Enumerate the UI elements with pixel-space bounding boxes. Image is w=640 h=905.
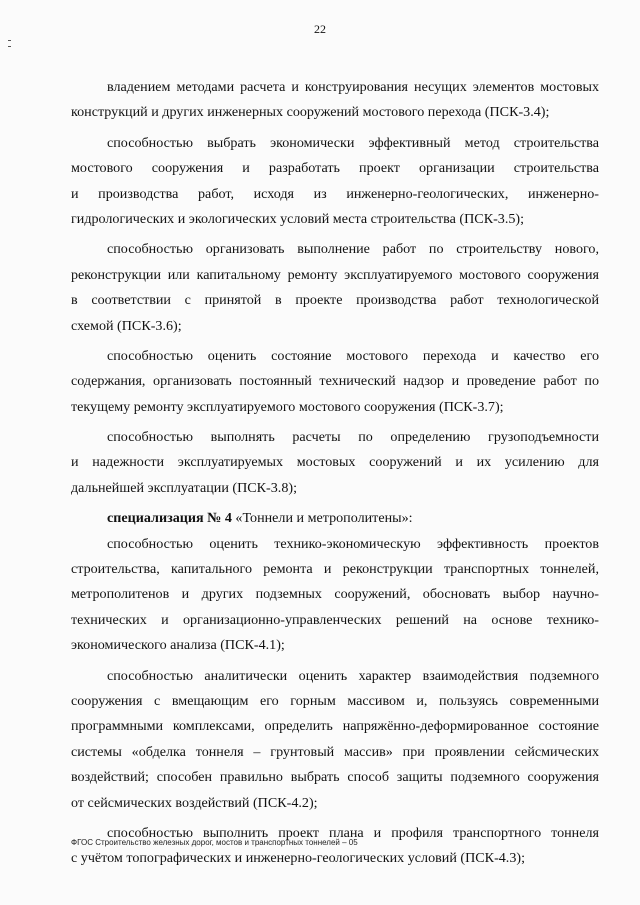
text-line: воздействий; способен правильно выбрать способ защиты подземного сооружения <box>71 769 599 786</box>
text-line: экономического анализа (ПСК-4.1); <box>71 637 285 654</box>
text-line: текущему ремонту эксплуатируемого мостового сооружения (ПСК-3.7); <box>71 398 504 415</box>
text-line: и надежности эксплуатируемых мостовых сооружений и их усилению для <box>71 454 599 471</box>
text-line: в соответствии с принятой в проекте производства работ технологической <box>71 292 599 309</box>
text-line: способностью выполнять расчеты по определению грузоподъемности <box>107 429 599 446</box>
page-number: 22 <box>314 22 326 36</box>
text-line: способностью выбрать экономически эффективный метод строительства <box>107 134 599 151</box>
text-line: способностью оценить состояние мостового перехода и качество его <box>107 347 599 364</box>
document-body <box>71 75 599 872</box>
text-line: содержания, организовать постоянный технический надзор и проведение работ по <box>71 373 599 390</box>
text-line: сооружения с вмещающим его горным массивом и, пользуясь современными <box>71 692 599 709</box>
specialization-heading-bold: специализация № 4 <box>107 510 232 527</box>
text-line: владением методами расчета и конструирования несущих элементов мостовых <box>107 79 599 95</box>
specialization-heading-title: «Тоннели и метрополитены»: <box>231 510 413 527</box>
text-line: дальнейшей эксплуатации (ПСК-3.8); <box>71 479 297 496</box>
specialization-heading <box>71 506 599 531</box>
text-line: системы «обделка тоннеля – грунтовый массив» при проявлении сейсмических <box>71 743 599 760</box>
text-line: конструкций и других инженерных сооружений мостового перехода (ПСК-3.4); <box>71 104 550 121</box>
text-line: реконструкции или капитальному ремонту эксплуатируемого мостового сооружения <box>71 266 599 283</box>
text-line: метрополитенов и других подземных сооружений, обосновать выбор научно- <box>71 586 599 603</box>
text-line: способностью оценить технико-экономическую эффективность проектов <box>107 535 599 552</box>
text-line: способностью аналитически оценить характер взаимодействия подземного <box>107 667 599 684</box>
text-line: технических и организационно-управленческих решений на основе технико- <box>71 611 599 628</box>
text-line: программными комплексами, определить напряжённо-деформированное состояние <box>71 718 599 735</box>
text-line: схемой (ПСК-3.6); <box>71 317 182 334</box>
scan-edge-mark <box>8 46 11 47</box>
text-line: строительства, капитального ремонта и реконструкции транспортных тоннелей, <box>71 561 599 578</box>
text-line: от сейсмических воздействий (ПСК-4.2); <box>71 794 318 811</box>
text-line: с учётом топографических и инженерно-геологических условий (ПСК-4.3); <box>71 850 525 867</box>
page-footer: ФГОС Строительство железных дорог, мостов и транспортных тоннелей – 05 <box>71 838 358 847</box>
text-line: способностью выполнить проект плана и профиля транспортного тоннеля <box>107 824 599 841</box>
text-line: гидрологических и экологических условий места строительства (ПСК-3.5); <box>71 210 525 227</box>
text-line: способностью организовать выполнение работ по строительству нового, <box>107 241 599 258</box>
scan-edge-mark <box>8 40 11 41</box>
text-line: и производства работ, исходя из инженерно-геологических, инженерно- <box>71 185 599 202</box>
text-line: мостового сооружения и разработать проект организации строительства <box>71 160 599 177</box>
